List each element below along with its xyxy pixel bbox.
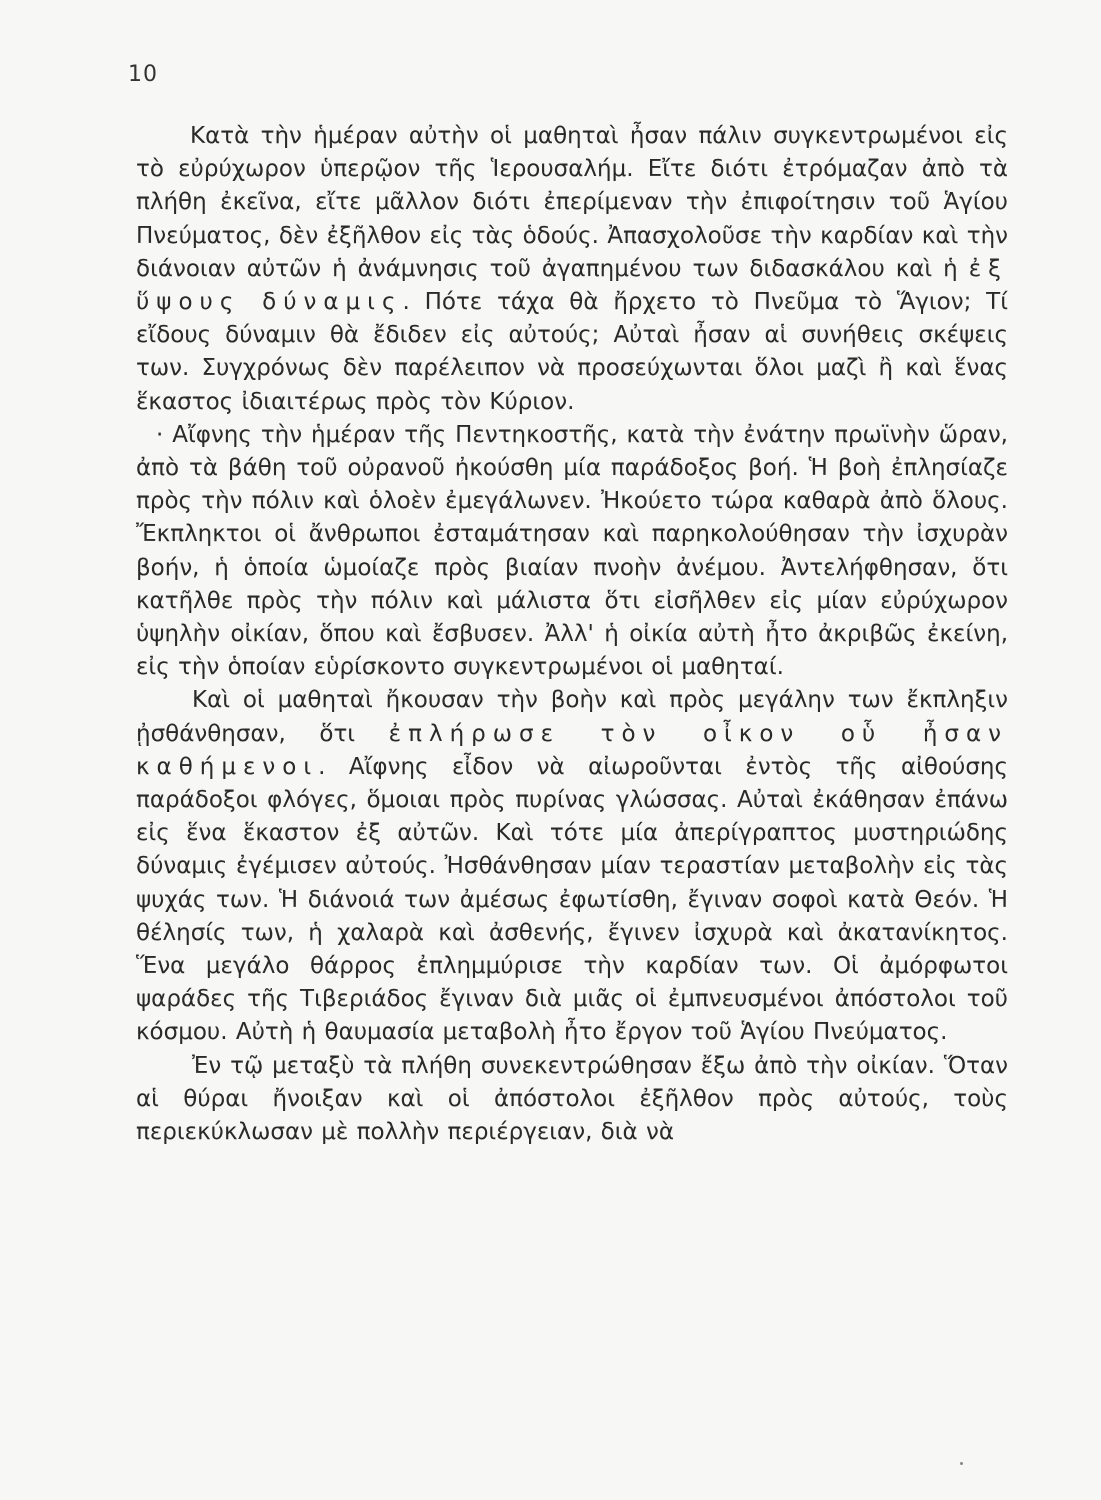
paragraph-4-text: Ἐν τῷ μεταξὺ τὰ πλήθη συνεκεντρώθησαν ἔξω ἀπὸ τὴν οἰκίαν. Ὅταν αἱ θύραι ἤνοιξαν καὶ οἱ ἀπόστολοι ἐξῆλθον πρὸς αὐτούς, τοὺς περιεκύκλωσαν μὲ πολλὴν περιέργειαν, διὰ νὰ	[136, 1052, 1008, 1146]
paragraph-4	[136, 1050, 1008, 1150]
paragraph-1-spaced-phrase: ἐξ ὕψους δύναμις	[136, 255, 1008, 316]
body-text	[136, 120, 1008, 1149]
paragraph-1-text-b: . Πότε τάχα θὰ ἤρχετο τὸ Πνεῦμα τὸ Ἅγιον; Τί εἴδους δύναμιν θὰ ἔδιδεν εἰς αὐτούς; Αὐταὶ ἦσαν αἱ συνήθεις σκέψεις των. Συγχρόνως δὲν παρέλειπον νὰ προσεύχωνται ὅλοι μαζὶ ἢ καὶ ἕνας ἕκαστος ἰδιαιτέρως πρὸς τὸν Κύριον.	[136, 289, 1008, 415]
paragraph-3	[136, 684, 1008, 1049]
paragraph-2-text: · Αἴφνης τὴν ἡμέραν τῆς Πεντηκοστῆς, κατὰ τὴν ἐνάτην πρωϊνὴν ὥραν, ἀπὸ τὰ βάθη τοῦ οὐρανοῦ ἠκούσθη μία παράδοξος βοή. Ἡ βοὴ ἐπλησίαζε πρὸς τὴν πόλιν καὶ ὁλοὲν ἐμεγάλωνεν. Ἠκούετο τώρα καθαρὰ ἀπὸ ὅλους. Ἔκπληκτοι οἱ ἄνθρωποι ἐσταμάτησαν καὶ παρηκολούθησαν τὴν ἰσχυρὰν βοήν, ἡ ὁποία ὡμοίαζε πρὸς βιαίαν πνοὴν ἀνέμου. Ἀντελήφθησαν, ὅτι κατῆλθε πρὸς τὴν πόλιν καὶ μάλιστα ὅτι εἰσῆλθεν εἰς μίαν εὐρύχωρον ὑψηλὴν οἰκίαν, ὅπου καὶ ἔσβυσεν. Ἀλλ' ἡ οἰκία αὐτὴ ἦτο ἀκριβῶς ἐκείνη, εἰς τὴν ὁποίαν εὑρίσκοντο συγκεντρωμένοι οἱ μαθηταί.	[136, 421, 1008, 681]
paragraph-3-text-a: Καὶ οἱ μαθηταὶ ἤκουσαν τὴν βοὴν καὶ πρὸς μεγάλην των ἔκπληξιν ᾐσθάνθησαν, ὅτι	[136, 687, 1008, 747]
scan-speck	[960, 1462, 963, 1465]
paragraph-3-text-b: . Αἴφνης εἶδον νὰ αἰωροῦνται ἐντὸς τῆς αἰθούσης παράδοξοι φλόγες, ὅμοιαι πρὸς πυρίνας γλώσσας. Αὐταὶ ἐκάθησαν ἐπάνω εἰς ἕνα ἕκαστον ἐξ αὐτῶν. Καὶ τότε μία ἀπερίγραπτος μυστηριώδης δύναμις ἐγέμισεν αὐτούς. Ἠσθάνθησαν μίαν τεραστίαν μεταβολὴν εἰς τὰς ψυχάς των. Ἡ διάνοιά των ἀμέσως ἐφωτίσθη, ἔγιναν σοφοὶ κατὰ Θεόν. Ἡ θέλησίς των, ἡ χαλαρὰ καὶ ἀσθενής, ἔγινεν ἰσχυρὰ καὶ ἀκατανίκητος. Ἕνα μεγάλο θάρρος ἐπλημμύρισε τὴν καρδίαν των. Οἱ ἀμόρφωτοι ψαράδες τῆς Τιβεριάδος ἔγιναν διὰ μιᾶς οἱ ἐμπνευσμένοι ἀπόστολοι τοῦ κόσμου. Αὐτὴ ἡ θαυμασία μεταβολὴ ἦτο ἔργον τοῦ Ἁγίου Πνεύματος.	[136, 753, 1008, 1046]
page-number: 10	[128, 62, 158, 87]
paragraph-2	[136, 419, 1008, 685]
paragraph-1-text-a: Κατὰ τὴν ἡμέραν αὐτὴν οἱ μαθηταὶ ἦσαν πάλιν συγκεντρωμένοι εἰς τὸ εὐρύχωρον ὑπερῷον τῆς Ἱερουσαλήμ. Εἴτε διότι ἐτρόμαζαν ἀπὸ τὰ πλήθη ἐκεῖνα, εἴτε μᾶλλον διότι ἐπερίμεναν τὴν ἐπιφοίτησιν τοῦ Ἁγίου Πνεύματος, δὲν ἐξῆλθον εἰς τὰς ὁδούς. Ἀπασχολοῦσε τὴν καρδίαν καὶ τὴν διάνοιαν αὐτῶν ἡ ἀνάμνησις τοῦ ἀγαπημένου των διδασκάλου καὶ ἡ	[136, 123, 1008, 282]
paragraph-3-spaced-phrase: ἐπλήρωσε τὸν οἶκον οὗ ἦσαν καθήμενοι	[136, 720, 1008, 780]
paragraph-1	[136, 120, 1008, 419]
